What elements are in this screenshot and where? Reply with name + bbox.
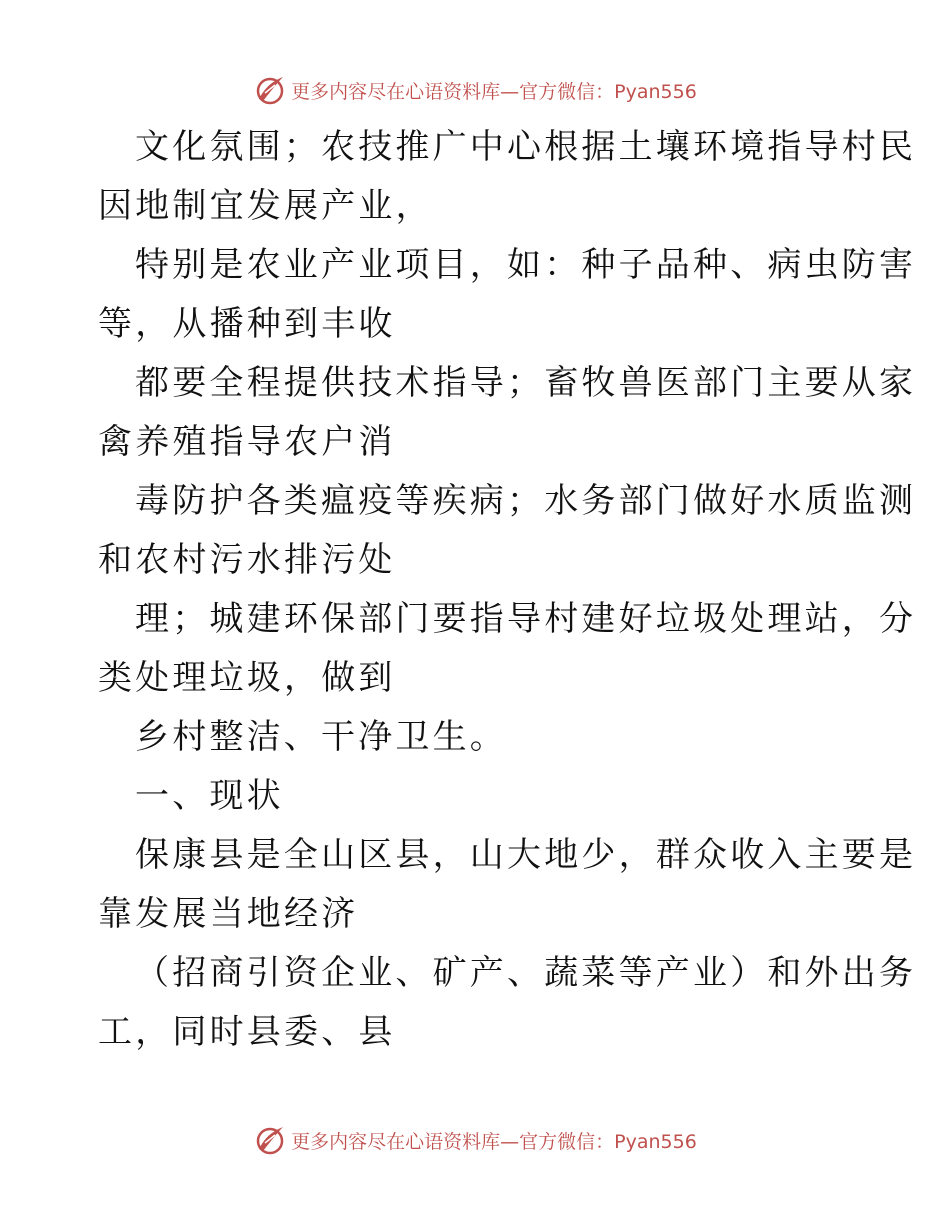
paragraph-line: 和农村污水排污处 [98,540,396,580]
header-watermark [0,70,950,110]
paragraph [98,472,917,590]
paragraph [98,708,858,767]
paragraph-line: 等，从播种到丰收 [98,304,396,344]
paragraph [98,590,917,708]
quill-swirl-logo-icon [253,1123,287,1157]
paragraph-line: （招商引资企业、矿产、蔬菜等产业）和外出务 [135,953,917,993]
paragraph [98,236,917,354]
paragraph-line: 理；城建环保部门要指导村建好垃圾处理站，分 [135,599,917,639]
paragraph-line: 因地制宜发展产业， [98,186,433,226]
document-body [98,118,917,1062]
paragraph [98,118,917,236]
paragraph-line: 保康县是全山区县，山大地少，群众收入主要是 [135,835,917,875]
section-heading-text: 一、现状 [135,776,284,816]
paragraph-line: 工，同时县委、县 [98,1012,396,1052]
paragraph-line: 禽养殖指导农户消 [98,422,396,462]
footer-watermark-text: 更多内容尽在心语资料库—官方微信：Pyan556 [291,1130,697,1153]
paragraph [98,354,917,472]
paragraph [98,944,917,1062]
paragraph-line: 特别是农业产业项目，如：种子品种、病虫防害 [135,245,917,285]
paragraph-line: 毒防护各类瘟疫等疾病；水务部门做好水质监测 [135,481,917,521]
header-watermark-text: 更多内容尽在心语资料库—官方微信：Pyan556 [291,80,697,103]
paragraph-line: 都要全程提供技术指导；畜牧兽医部门主要从家 [135,363,917,403]
paragraph-line: 靠发展当地经济 [98,894,359,934]
paragraph [98,826,917,944]
paragraph-line: 类处理垃圾，做到 [98,658,396,698]
paragraph-line: 文化氛围；农技推广中心根据土壤环境指导村民 [135,127,917,167]
quill-swirl-logo-icon [253,73,287,107]
footer-watermark [0,1120,950,1160]
section-heading [98,767,858,826]
paragraph-line: 乡村整洁、干净卫生。 [135,717,507,757]
